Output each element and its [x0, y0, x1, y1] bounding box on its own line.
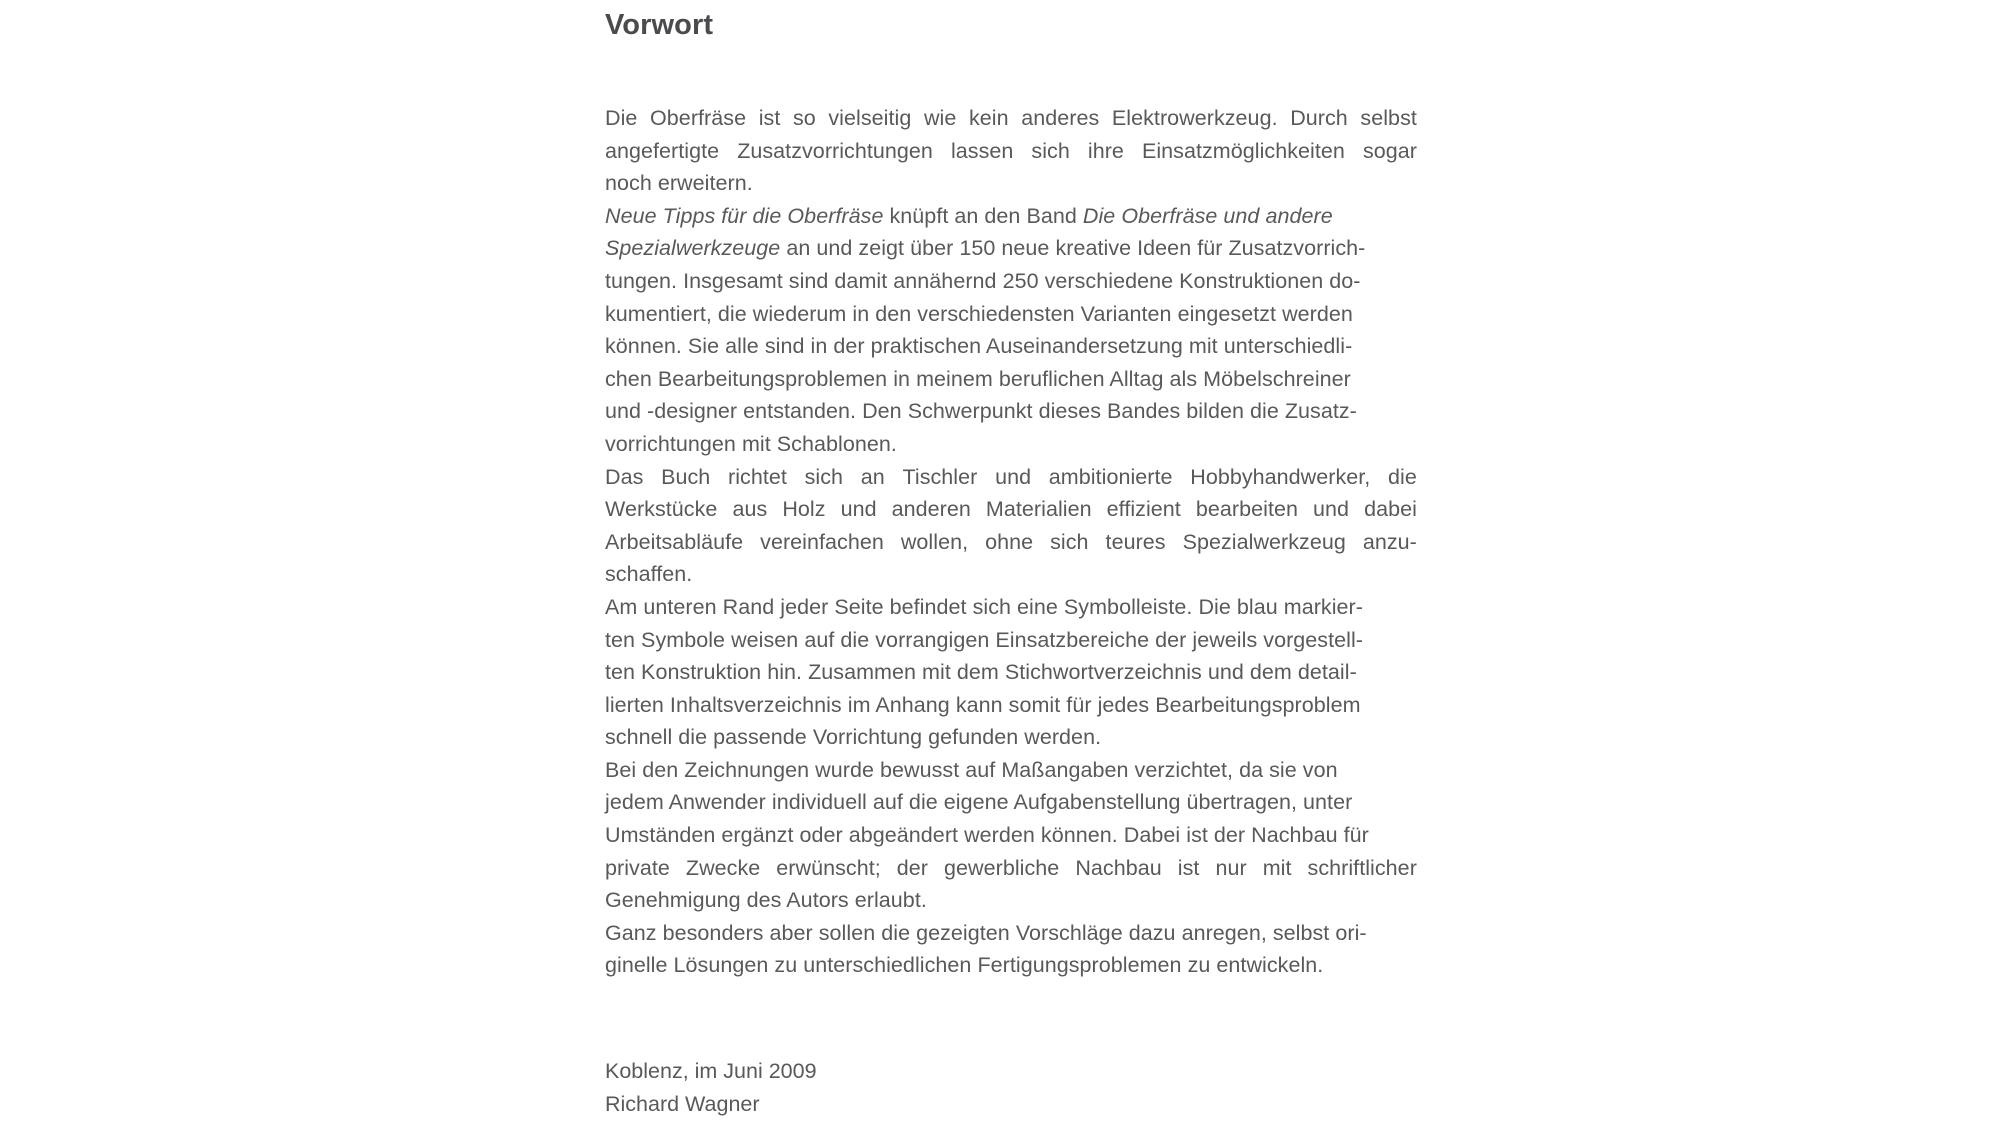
word: Zusatzvorrichtungen [737, 138, 933, 163]
italic-title: Spezialwerkzeuge [605, 236, 781, 261]
word: nur [1215, 855, 1247, 880]
text-line: Umständen ergänzt oder abgeändert werden können. Dabei ist der Nachbau für [605, 823, 1369, 848]
signature-place-date: Koblenz, im Juni 2009 [605, 1059, 817, 1083]
text-line: kumentiert, die wiederum in den verschiedensten Varianten eingesetzt werden [605, 301, 1353, 326]
word: teures [1105, 529, 1166, 554]
word: Materialien [985, 497, 1092, 522]
word: anzu- [1362, 529, 1417, 554]
paragraph [605, 591, 1417, 754]
page-title: Vorwort [605, 9, 714, 41]
text-line [605, 526, 1417, 559]
word: anderen [891, 497, 971, 522]
word: Oberfräse [650, 106, 747, 130]
text-line [605, 852, 1417, 885]
italic-title: Die Oberfräse und andere [1082, 203, 1333, 228]
word: ist [758, 106, 781, 130]
word: Das [605, 464, 644, 489]
word: dabei [1364, 497, 1417, 522]
word: und [840, 497, 877, 522]
text-line [605, 135, 1417, 168]
text-line: und -designer entstanden. Den Schwerpunkt dieses Bandes bilden die Zusatz- [605, 399, 1357, 424]
word: an [860, 464, 885, 489]
text-line: können. Sie alle sind in der praktischen Auseinandersetzung mit unterschiedli- [605, 334, 1353, 359]
word: anderes [1021, 106, 1100, 130]
paragraph [605, 754, 1417, 917]
word: so [792, 106, 816, 130]
word: Nachbau [1075, 855, 1162, 880]
word: sich [1031, 138, 1070, 163]
word: effizient [1106, 497, 1181, 522]
word: gewerbliche [944, 855, 1060, 880]
word: sogar [1362, 138, 1417, 163]
text-line: schnell die passende Vorrichtung gefunden werden. [605, 725, 1102, 750]
word: angefertigte [605, 138, 720, 163]
word: Buch [661, 464, 711, 489]
word: und [995, 464, 1032, 489]
word: wie [923, 106, 957, 130]
text-line: ten Symbole weisen auf die vorrangigen Einsatzbereiche der jeweils vorgestell- [605, 627, 1363, 652]
word: vereinfachen [760, 529, 884, 554]
word: Tischler [902, 464, 978, 489]
paragraph [605, 102, 1417, 200]
word: ihre [1087, 138, 1124, 163]
text-column [605, 0, 1417, 982]
word: Elektrowerkzeug. [1111, 106, 1278, 130]
word: und [1313, 497, 1350, 522]
word: sich [1050, 529, 1089, 554]
text-line: Am unteren Rand jeder Seite befindet sich eine Symbolleiste. Die blau markier- [605, 594, 1363, 619]
signature-block [605, 1055, 817, 1120]
word: Einsatzmöglichkeiten [1141, 138, 1345, 163]
word: ist [1177, 855, 1200, 880]
text-line: Spezialwerkzeuge an und zeigt über 150 neue kreative Ideen für Zusatzvorrich- [605, 236, 1366, 261]
text-line: vorrichtungen mit Schablonen. [605, 431, 897, 456]
word: Arbeitsabläufe [605, 529, 744, 554]
word: private [605, 855, 670, 880]
text-line: Neue Tipps für die Oberfräse knüpft an den Band Die Oberfräse und andere [605, 203, 1333, 228]
signature-author: Richard Wagner [605, 1091, 760, 1116]
word: Holz [782, 497, 826, 522]
word: Spezialwerkzeug [1182, 529, 1346, 554]
word: Werkstücke [605, 497, 718, 522]
text-line: noch erweitern. [605, 171, 753, 196]
word: die [1388, 464, 1417, 489]
word: vielseitig [828, 106, 912, 130]
text-line: jedem Anwender individuell auf die eigene Aufgabenstellung übertragen, unter [605, 790, 1353, 815]
word: der [896, 855, 929, 880]
word: Durch [1290, 106, 1348, 130]
word: mit [1262, 855, 1292, 880]
word: ambitionierte [1048, 464, 1173, 489]
foreword-body [605, 102, 1417, 982]
word: bearbeiten [1195, 497, 1298, 522]
word: schriftlicher [1307, 855, 1417, 880]
text-line: Genehmigung des Autors erlaubt. [605, 888, 927, 913]
word: erwünscht; [776, 855, 881, 880]
word: Hobbyhandwerker, [1190, 464, 1371, 489]
text-line [605, 102, 1417, 135]
word: sich [804, 464, 844, 489]
word: Zwecke [685, 855, 761, 880]
paragraph [605, 917, 1417, 982]
text-line: ginelle Lösungen zu unterschiedlichen Fertigungsproblemen zu entwickeln. [605, 953, 1324, 978]
italic-title: Neue Tipps für die Oberfräse [605, 203, 884, 228]
word: lassen [950, 138, 1014, 163]
word: aus [732, 497, 768, 522]
text-line: chen Bearbeitungsproblemen in meinem beruflichen Alltag als Möbelschreiner [605, 366, 1351, 391]
text-line: schaffen. [605, 562, 693, 587]
word: kein [968, 106, 1009, 130]
text-line: Bei den Zeichnungen wurde bewusst auf Maßangaben verzichtet, da sie von [605, 757, 1338, 782]
paragraph [605, 461, 1417, 591]
word: Die [605, 106, 638, 130]
word: wollen, [900, 529, 969, 554]
text-line: tungen. Insgesamt sind damit annähernd 250 verschiedene Konstruktionen do- [605, 268, 1361, 293]
text-line: Ganz besonders aber sollen die gezeigten Vorschläge dazu anregen, selbst ori- [605, 920, 1367, 945]
paragraph [605, 200, 1417, 461]
word: richtet [728, 464, 787, 489]
word: ohne [985, 529, 1034, 554]
word: selbst [1360, 106, 1417, 130]
text-line [605, 493, 1417, 526]
text-line: ten Konstruktion hin. Zusammen mit dem Stichwortverzeichnis und dem detail- [605, 660, 1357, 685]
text-line [605, 461, 1417, 494]
text-line: lierten Inhaltsverzeichnis im Anhang kann somit für jedes Bearbeitungsproblem [605, 692, 1361, 717]
